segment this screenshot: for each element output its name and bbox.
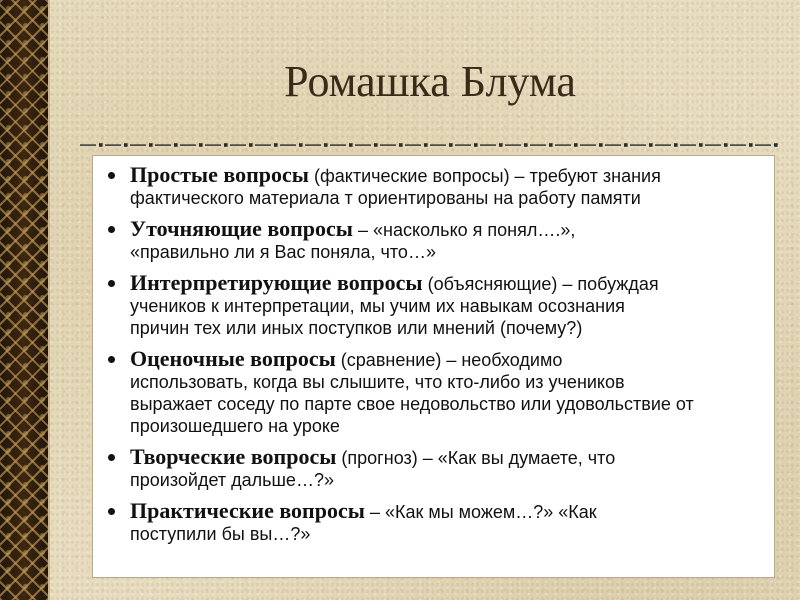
bullet-dot xyxy=(108,226,115,233)
bullet-term: Оценочные вопросы xyxy=(130,346,336,371)
bullet-term: Интерпретирующие вопросы xyxy=(130,270,423,295)
bullet-text-line: причин тех или иных поступков или мнений (почему?) xyxy=(130,318,583,338)
bullet-text-line: (прогноз) – «Как вы думаете, что xyxy=(341,448,616,468)
bullet-term: Творческие вопросы xyxy=(130,444,337,469)
bullet-term: Простые вопросы xyxy=(130,162,309,187)
bullet-dot xyxy=(108,172,115,179)
bullet-text-line: использовать, когда вы слышите, что кто-либо из учеников xyxy=(130,372,625,392)
slide-title: Ромашка Блума xyxy=(284,57,576,106)
decorative-side-strip xyxy=(0,0,50,600)
bullet-text-line: фактического материала т ориентированы на работу памяти xyxy=(130,188,641,208)
bullet-item xyxy=(130,446,770,491)
content-box xyxy=(92,155,775,578)
bullet-item xyxy=(130,348,770,437)
bullet-item xyxy=(130,500,770,545)
bullet-item xyxy=(130,164,770,209)
bullet-text-line: произойдет дальше…?» xyxy=(130,470,334,490)
bullet-text-line: – «Как мы можем…?» «Как xyxy=(369,502,597,522)
bullet-term: Практические вопросы xyxy=(130,498,365,523)
bullet-text-line: поступили бы вы…?» xyxy=(130,524,311,544)
bullet-text-line: (объясняющие) – побуждая xyxy=(427,274,659,294)
bullet-text-line: (фактические вопросы) – требуют знания xyxy=(313,166,661,186)
bullet-dot xyxy=(108,508,115,515)
bullet-item xyxy=(130,218,770,263)
bullet-dot xyxy=(108,280,115,287)
bullet-text-line: «правильно ли я Вас поняла, что…» xyxy=(130,242,436,262)
bullet-text-line: – «насколько я понял….», xyxy=(358,220,576,240)
bullet-text-line: (сравнение) – необходимо xyxy=(340,350,563,370)
bullet-term: Уточняющие вопросы xyxy=(130,216,353,241)
bullet-text-line: произошедшего на уроке xyxy=(130,416,340,436)
bullet-list xyxy=(93,156,774,545)
bullet-item xyxy=(130,272,770,339)
bullet-text-line: учеников к интерпретации, мы учим их навыкам осознания xyxy=(130,296,625,316)
bullet-text-line: выражает соседу по парте свое недовольство или удовольствие от xyxy=(130,394,694,414)
bullet-dot xyxy=(108,454,115,461)
dash-dot-divider xyxy=(80,138,778,152)
bullet-dot xyxy=(108,356,115,363)
